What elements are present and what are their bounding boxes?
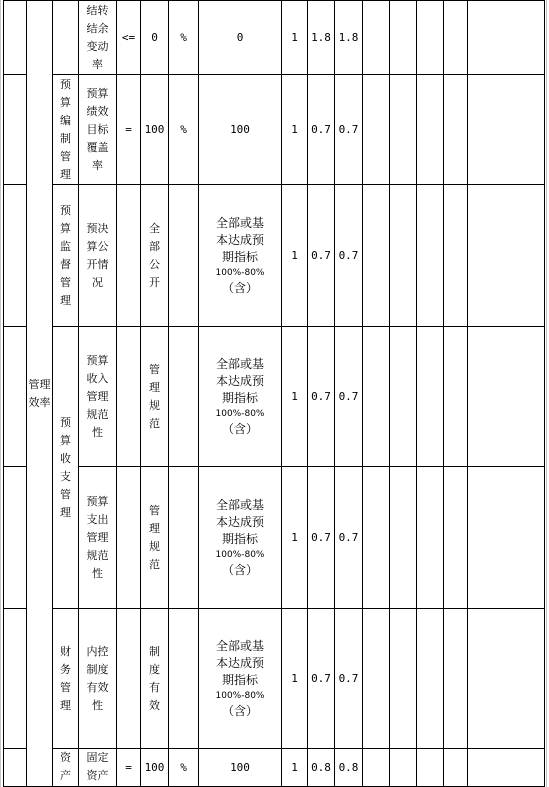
weight-cell: 1 [282,609,308,749]
empty-cell [363,75,390,185]
empty-cell [363,185,390,327]
empty-cell [417,467,444,609]
score-cell: 0.7 [335,75,363,185]
performance-indicator-table [3,0,545,787]
level2-indicator-cell: 资 产 [53,749,79,787]
criterion-range: 100%-80% [215,690,265,701]
level3-indicator-cell: 结转 结余 变动 率 [79,1,117,75]
score-cell: 0.7 [308,467,335,609]
empty-cell [444,467,468,609]
level3-indicator-cell: 预决 算公 开情 况 [79,185,117,327]
empty-cell [4,1,27,75]
page-margin-right [546,0,547,787]
target-value-cell: 制 度 有 效 [141,609,169,749]
empty-cell [444,327,468,467]
empty-cell [390,609,417,749]
empty-cell [363,609,390,749]
empty-cell [363,467,390,609]
empty-cell [444,1,468,75]
empty-cell [390,749,417,787]
criterion-cell: 100 [199,749,282,787]
empty-cell [444,185,468,327]
empty-cell [417,1,444,75]
unit-cell: % [169,749,199,787]
empty-cell [4,467,27,609]
table-row [4,609,545,749]
weight-cell: 1 [282,327,308,467]
empty-cell [417,749,444,787]
criterion-text: 全部或基 本达成预 期指标 [215,356,264,405]
weight-cell: 1 [282,467,308,609]
score-cell: 0.8 [335,749,363,787]
criterion-cell [199,327,282,467]
level2-indicator-cell: 预 算 监 督 管 理 [53,185,79,327]
empty-cell [4,185,27,327]
unit-cell [169,185,199,327]
criterion-text: 全部或基 本达成预 期指标 [215,497,264,546]
level3-indicator-cell: 固定 资产 [79,749,117,787]
empty-cell [417,327,444,467]
target-value-cell: 管 理 规 范 [141,467,169,609]
empty-cell [468,185,545,327]
criterion-text: 全部或基 本达成预 期指标 [215,638,264,687]
empty-cell [468,75,545,185]
empty-cell [363,1,390,75]
operator-cell [117,467,141,609]
criterion-suffix: （含） [221,703,258,718]
empty-cell [390,1,417,75]
criterion-suffix: （含） [221,562,258,577]
empty-cell [390,75,417,185]
weight-cell: 1 [282,749,308,787]
criterion-range: 100%-80% [215,408,265,419]
weight-cell: 1 [282,185,308,327]
empty-cell [363,327,390,467]
empty-cell [444,75,468,185]
criterion-text: 全部或基 本达成预 期指标 [215,215,264,264]
target-value-cell: 0 [141,1,169,75]
unit-cell: % [169,75,199,185]
score-cell: 0.7 [308,609,335,749]
score-cell: 0.7 [308,75,335,185]
criterion-cell: 0 [199,1,282,75]
unit-cell: % [169,1,199,75]
level2-indicator-cell: 预 算 收 支 管 理 [53,327,79,609]
empty-cell [4,75,27,185]
empty-cell [417,609,444,749]
unit-cell [169,327,199,467]
operator-cell [117,609,141,749]
level3-indicator-cell: 内控 制度 有效 性 [79,609,117,749]
empty-cell [468,609,545,749]
unit-cell [169,609,199,749]
level3-indicator-cell: 预算 支出 管理 规范 性 [79,467,117,609]
table-row [4,327,545,467]
criterion-suffix: （含） [221,421,258,436]
score-cell: 1.8 [308,1,335,75]
weight-cell: 1 [282,75,308,185]
table-row [4,1,545,75]
target-value-cell: 100 [141,749,169,787]
empty-cell [390,467,417,609]
score-cell: 0.7 [335,609,363,749]
empty-cell [468,467,545,609]
empty-cell [468,749,545,787]
empty-cell [468,327,545,467]
score-cell: 1.8 [335,1,363,75]
criterion-cell [199,467,282,609]
criterion-cell [199,609,282,749]
empty-cell [4,609,27,749]
empty-cell [417,185,444,327]
empty-cell [417,75,444,185]
operator-cell: = [117,749,141,787]
empty-cell [390,327,417,467]
empty-cell [444,749,468,787]
table-row [4,749,545,787]
unit-cell [169,467,199,609]
empty-cell [444,609,468,749]
score-cell: 0.8 [308,749,335,787]
criterion-suffix: （含） [221,280,258,295]
score-cell: 0.7 [335,185,363,327]
score-cell: 0.7 [308,185,335,327]
target-value-cell: 全 部 公 开 [141,185,169,327]
level1-indicator-cell: 管理 效率 [27,1,53,787]
level2-indicator-cell: 预 算 编 制 管 理 [53,75,79,185]
empty-cell [363,749,390,787]
empty-cell [468,1,545,75]
operator-cell [117,327,141,467]
page-margin-left [0,0,1,787]
table-row [4,75,545,185]
operator-cell: = [117,75,141,185]
score-cell: 0.7 [335,327,363,467]
level3-indicator-cell: 预算 收入 管理 规范 性 [79,327,117,467]
operator-cell: <= [117,1,141,75]
operator-cell [117,185,141,327]
score-cell: 0.7 [308,327,335,467]
criterion-cell: 100 [199,75,282,185]
target-value-cell: 管 理 规 范 [141,327,169,467]
table-row [4,185,545,327]
empty-cell [4,327,27,467]
empty-cell [390,185,417,327]
level2-indicator-cell: 财 务 管 理 [53,609,79,749]
criterion-range: 100%-80% [215,549,265,560]
level2-indicator-cell [53,1,79,75]
level3-indicator-cell: 预算 绩效 目标 覆盖 率 [79,75,117,185]
table-row [4,467,545,609]
weight-cell: 1 [282,1,308,75]
criterion-range: 100%-80% [215,267,265,278]
empty-cell [4,749,27,787]
score-cell: 0.7 [335,467,363,609]
criterion-cell [199,185,282,327]
target-value-cell: 100 [141,75,169,185]
